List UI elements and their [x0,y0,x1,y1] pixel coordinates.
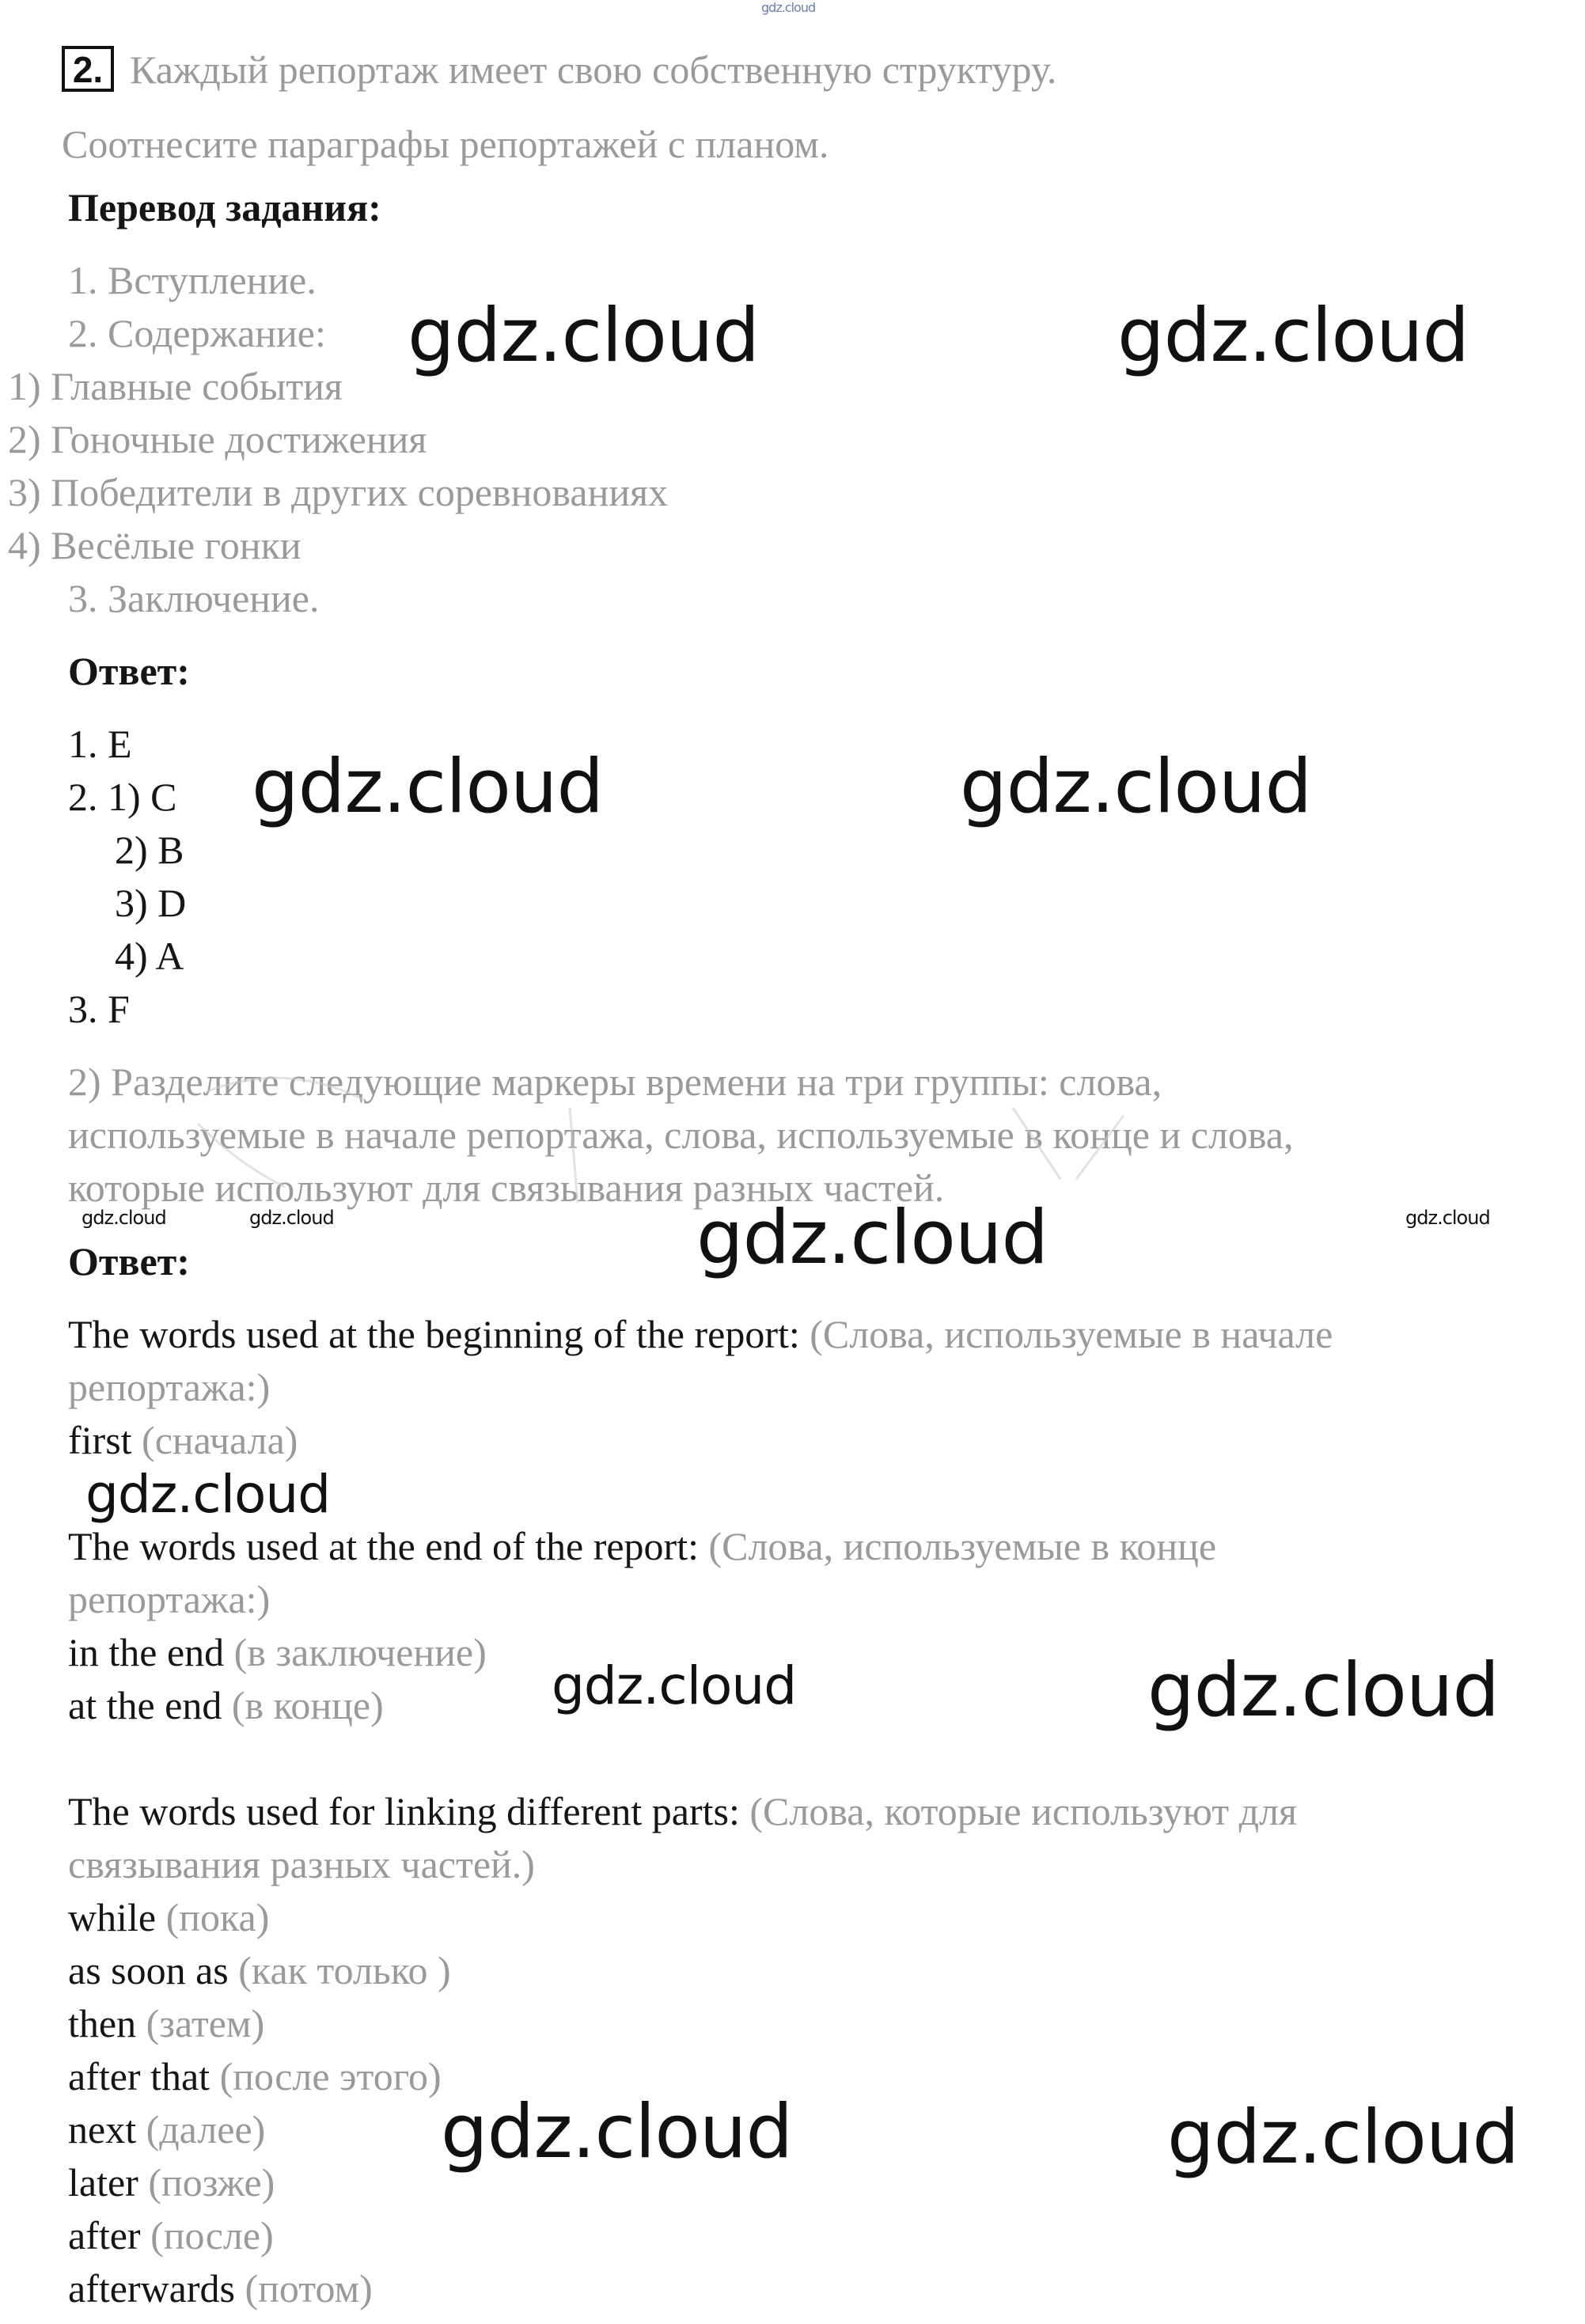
word-ru: (после этого) [219,2054,442,2098]
translation-item: 2. Содержание: [68,311,326,355]
word-ru: (потом) [245,2266,373,2311]
word-ru: (как только ) [238,1948,451,1992]
beginning-label-ru: (Слова, используемые в начале [810,1312,1333,1356]
translation-item: 3. Заключение. [68,576,320,620]
end-label [68,1522,1216,1570]
task2-line: используемые в начале репортажа, слова, используемые в конце и слова, [68,1113,1294,1157]
word-row [68,1947,451,1994]
word-en: then [68,2001,137,2045]
translation-heading: Перевод задания: [68,185,381,229]
task2-line: которые используют для связывания разных частей. [68,1166,945,1210]
answer1-line: 4) A [115,934,184,978]
watermark: gdz.cloud [1405,1207,1490,1229]
word-row [68,2212,274,2259]
word-row [68,2159,275,2206]
watermark: gdz.cloud [1167,2095,1519,2181]
word-en: later [68,2160,138,2205]
end-label-ru: (Слова, используемые в конце [708,1524,1217,1568]
linking-label-en: The words used for linking different parts: [68,1789,740,1833]
task-number-box: 2. [62,46,114,92]
task-line-1: Каждый репортаж имеет свою собственную структуру. [130,47,1057,92]
word-ru: (сначала) [142,1418,298,1462]
watermark: gdz.cloud [252,744,604,830]
beginning-label [68,1310,1333,1358]
word-ru: (в заключение) [233,1630,487,1674]
watermark: gdz.cloud [408,293,760,379]
watermark: gdz.cloud [696,1195,1048,1281]
word-en: next [68,2107,137,2152]
beginning-label-en: The words used at the beginning of the report: [68,1312,800,1356]
word-en: as soon as [68,1948,229,1992]
word-row [68,1681,384,1729]
word-row [68,2000,264,2047]
watermark: gdz.cloud [85,1464,331,1525]
watermark: gdz.cloud [249,1207,334,1229]
end-label-ru-cont: репортажа:) [68,1577,271,1621]
watermark: gdz.cloud [552,1655,797,1716]
word-ru: (в конце) [231,1683,384,1727]
word-ru: (затем) [146,2001,265,2045]
word-ru: (далее) [146,2107,266,2152]
translation-item: 1. Вступление. [68,258,317,302]
answer1-line: 3) D [115,881,187,925]
word-en: while [68,1895,157,1939]
word-en: after [68,2213,141,2258]
task2-line: 2) Разделите следующие маркеры времени на три группы: слова, [68,1060,1162,1104]
word-ru: (после) [150,2213,274,2258]
word-row [68,2053,442,2100]
word-en: at the end [68,1683,222,1727]
watermark: gdz.cloud [960,744,1312,830]
word-ru: (позже) [148,2160,275,2205]
word-en: in the end [68,1630,225,1674]
answer1-heading: Ответ: [68,649,190,693]
watermark: gdz.cloud [82,1207,166,1229]
word-en: first [68,1418,132,1462]
word-row [68,1894,269,1941]
watermark: gdz.cloud [1147,1647,1500,1734]
word-en: afterwards [68,2266,235,2311]
answer2-heading: Ответ: [68,1239,190,1283]
translation-item: 1) Главные события [8,364,343,408]
translation-item: 3) Победители в других соревнованиях [8,470,669,514]
watermark: gdz.cloud [441,2089,793,2175]
linking-label-ru: (Слова, которые используют для [749,1789,1297,1833]
watermark: gdz.cloud [1117,293,1469,379]
task-line-2: Соотнесите параграфы репортажей с планом. [62,122,829,166]
answer1-line: 3. F [68,987,130,1031]
word-row [68,2265,373,2312]
word-row [68,1628,487,1676]
watermark-top: gdz.cloud [761,0,816,15]
word-row [68,2106,265,2153]
beginning-label-ru-cont: репортажа:) [68,1365,271,1409]
answer1-line: 1. E [68,722,132,766]
word-ru: (пока) [165,1895,270,1939]
linking-label [68,1788,1297,1835]
translation-item: 2) Гоночные достижения [8,417,427,461]
translation-item: 4) Весёлые гонки [8,523,301,567]
end-label-en: The words used at the end of the report: [68,1524,699,1568]
answer1-line: 2) B [115,828,184,872]
word-row [68,1416,298,1464]
word-en: after that [68,2054,210,2098]
linking-label-ru-cont: связывания разных частей.) [68,1842,535,1886]
answer1-line: 2. 1) C [68,775,177,819]
